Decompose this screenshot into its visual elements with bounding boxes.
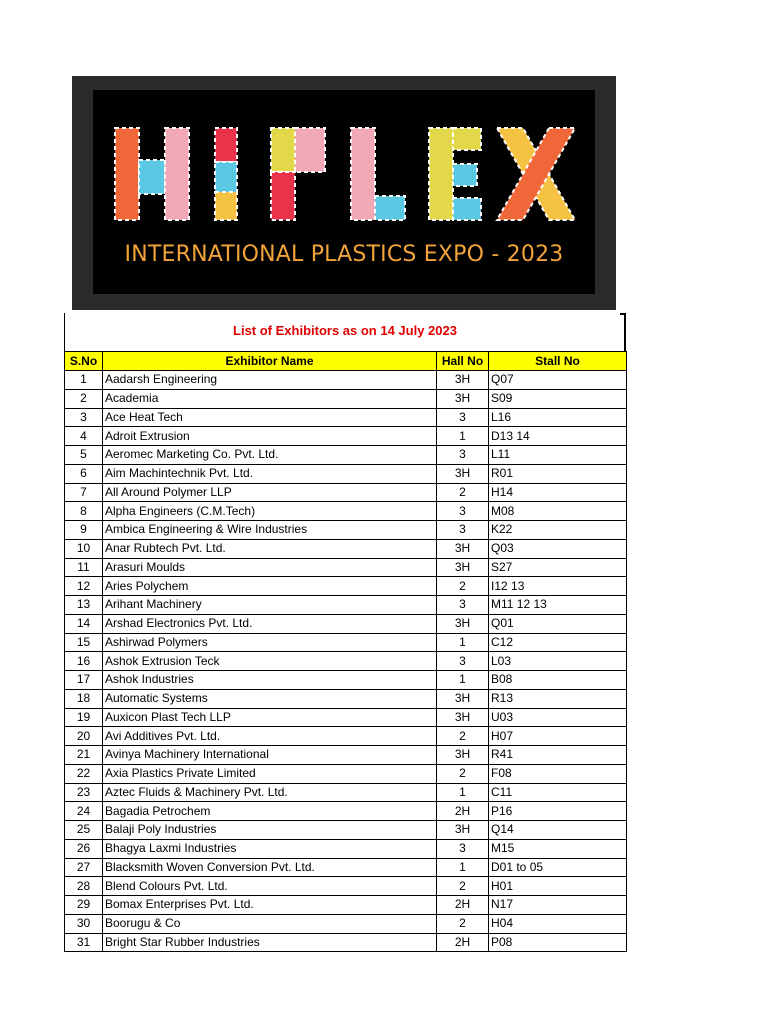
cell-exhibitor-name: Ashok Extrusion Teck	[103, 652, 437, 671]
table-row	[65, 521, 627, 540]
cell-stall-no: H01	[489, 877, 627, 896]
exhibitor-table	[64, 351, 627, 952]
cell-sno: 7	[65, 483, 103, 502]
cell-hall-no: 2	[437, 914, 489, 933]
cell-stall-no: L11	[489, 446, 627, 465]
table-row	[65, 502, 627, 521]
cell-stall-no: C12	[489, 633, 627, 652]
cell-exhibitor-name: Balaji Poly Industries	[103, 821, 437, 840]
cell-sno: 29	[65, 896, 103, 915]
cell-exhibitor-name: Aztec Fluids & Machinery Pvt. Ltd.	[103, 783, 437, 802]
cell-stall-no: M11 12 13	[489, 596, 627, 615]
cell-hall-no: 3H	[437, 821, 489, 840]
cell-hall-no: 3H	[437, 558, 489, 577]
cell-hall-no: 3	[437, 446, 489, 465]
cell-hall-no: 3H	[437, 746, 489, 765]
cell-stall-no: I12 13	[489, 577, 627, 596]
cell-hall-no: 2H	[437, 933, 489, 952]
cell-stall-no: U03	[489, 708, 627, 727]
cell-exhibitor-name: Avi Additives Pvt. Ltd.	[103, 727, 437, 746]
cell-hall-no: 3	[437, 839, 489, 858]
cell-sno: 22	[65, 764, 103, 783]
cell-exhibitor-name: Bagadia Petrochem	[103, 802, 437, 821]
table-row	[65, 464, 627, 483]
cell-hall-no: 1	[437, 783, 489, 802]
table-row	[65, 633, 627, 652]
cell-stall-no: S09	[489, 389, 627, 408]
cell-exhibitor-name: Adroit Extrusion	[103, 427, 437, 446]
cell-hall-no: 3H	[437, 539, 489, 558]
cell-exhibitor-name: Boorugu & Co	[103, 914, 437, 933]
cell-stall-no: L16	[489, 408, 627, 427]
cell-hall-no: 2H	[437, 896, 489, 915]
cell-stall-no: M08	[489, 502, 627, 521]
cell-stall-no: R41	[489, 746, 627, 765]
cell-sno: 4	[65, 427, 103, 446]
table-row	[65, 389, 627, 408]
table-row	[65, 446, 627, 465]
cell-exhibitor-name: Aries Polychem	[103, 577, 437, 596]
table-row	[65, 427, 627, 446]
table-row	[65, 802, 627, 821]
header-stall-no: Stall No	[489, 352, 627, 371]
cell-stall-no: K22	[489, 521, 627, 540]
cell-stall-no: F08	[489, 764, 627, 783]
cell-hall-no: 2	[437, 483, 489, 502]
cell-hall-no: 3	[437, 596, 489, 615]
cell-hall-no: 3H	[437, 708, 489, 727]
cell-stall-no: D13 14	[489, 427, 627, 446]
cell-sno: 30	[65, 914, 103, 933]
cell-sno: 5	[65, 446, 103, 465]
cell-sno: 8	[65, 502, 103, 521]
cell-exhibitor-name: Automatic Systems	[103, 689, 437, 708]
cell-sno: 13	[65, 596, 103, 615]
cell-sno: 27	[65, 858, 103, 877]
cell-stall-no: R13	[489, 689, 627, 708]
table-row	[65, 914, 627, 933]
cell-sno: 23	[65, 783, 103, 802]
cell-exhibitor-name: Anar Rubtech Pvt. Ltd.	[103, 539, 437, 558]
cell-exhibitor-name: All Around Polymer LLP	[103, 483, 437, 502]
cell-sno: 28	[65, 877, 103, 896]
cell-hall-no: 3	[437, 502, 489, 521]
cell-exhibitor-name: Axia Plastics Private Limited	[103, 764, 437, 783]
list-title-area	[64, 313, 626, 351]
cell-sno: 2	[65, 389, 103, 408]
cell-stall-no: D01 to 05	[489, 858, 627, 877]
cell-hall-no: 3	[437, 521, 489, 540]
table-row	[65, 577, 627, 596]
cell-hall-no: 2	[437, 877, 489, 896]
cell-sno: 10	[65, 539, 103, 558]
cell-sno: 25	[65, 821, 103, 840]
cell-hall-no: 3H	[437, 464, 489, 483]
cell-sno: 11	[65, 558, 103, 577]
cell-sno: 6	[65, 464, 103, 483]
cell-exhibitor-name: Auxicon Plast Tech LLP	[103, 708, 437, 727]
cell-sno: 1	[65, 371, 103, 390]
cell-exhibitor-name: Arshad Electronics Pvt. Ltd.	[103, 614, 437, 633]
cell-exhibitor-name: Bright Star Rubber Industries	[103, 933, 437, 952]
cell-hall-no: 2	[437, 577, 489, 596]
cell-stall-no: N17	[489, 896, 627, 915]
cell-stall-no: Q07	[489, 371, 627, 390]
cell-exhibitor-name: Ashok Industries	[103, 671, 437, 690]
list-title: List of Exhibitors as on 14 July 2023	[233, 323, 457, 338]
cell-stall-no: C11	[489, 783, 627, 802]
cell-sno: 3	[65, 408, 103, 427]
cell-exhibitor-name: Aim Machintechnik Pvt. Ltd.	[103, 464, 437, 483]
cell-stall-no: M15	[489, 839, 627, 858]
table-row	[65, 821, 627, 840]
cell-stall-no: H04	[489, 914, 627, 933]
cell-sno: 21	[65, 746, 103, 765]
cell-exhibitor-name: Aadarsh Engineering	[103, 371, 437, 390]
cell-hall-no: 1	[437, 633, 489, 652]
cell-exhibitor-name: Arasuri Moulds	[103, 558, 437, 577]
cell-exhibitor-name: Arihant Machinery	[103, 596, 437, 615]
cell-stall-no: S27	[489, 558, 627, 577]
cell-sno: 16	[65, 652, 103, 671]
table-row	[65, 839, 627, 858]
cell-stall-no: L03	[489, 652, 627, 671]
cell-hall-no: 2H	[437, 802, 489, 821]
cell-sno: 24	[65, 802, 103, 821]
cell-stall-no: H14	[489, 483, 627, 502]
cell-sno: 17	[65, 671, 103, 690]
table-row	[65, 408, 627, 427]
cell-hall-no: 3H	[437, 389, 489, 408]
cell-exhibitor-name: Ace Heat Tech	[103, 408, 437, 427]
table-row	[65, 783, 627, 802]
cell-sno: 12	[65, 577, 103, 596]
table-header-row	[65, 352, 627, 371]
cell-exhibitor-name: Blend Colours Pvt. Ltd.	[103, 877, 437, 896]
cell-sno: 14	[65, 614, 103, 633]
table-row	[65, 671, 627, 690]
cell-sno: 20	[65, 727, 103, 746]
cell-sno: 18	[65, 689, 103, 708]
cell-stall-no: R01	[489, 464, 627, 483]
table-row	[65, 764, 627, 783]
table-row	[65, 539, 627, 558]
table-row	[65, 933, 627, 952]
table-row	[65, 708, 627, 727]
table-row	[65, 614, 627, 633]
table-row	[65, 746, 627, 765]
table-row	[65, 558, 627, 577]
cell-exhibitor-name: Ashirwad Polymers	[103, 633, 437, 652]
table-row	[65, 858, 627, 877]
header-sno: S.No	[65, 352, 103, 371]
cell-exhibitor-name: Alpha Engineers (C.M.Tech)	[103, 502, 437, 521]
header-hall-no: Hall No	[437, 352, 489, 371]
cell-hall-no: 3	[437, 408, 489, 427]
cell-stall-no: Q01	[489, 614, 627, 633]
cell-hall-no: 1	[437, 671, 489, 690]
table-row	[65, 652, 627, 671]
header-exhibitor-name: Exhibitor Name	[103, 352, 437, 371]
cell-sno: 31	[65, 933, 103, 952]
expo-tagline: INTERNATIONAL PLASTICS EXPO - 2023	[124, 242, 564, 267]
cell-stall-no: B08	[489, 671, 627, 690]
cell-stall-no: P16	[489, 802, 627, 821]
cell-sno: 9	[65, 521, 103, 540]
cell-stall-no: Q14	[489, 821, 627, 840]
cell-hall-no: 1	[437, 427, 489, 446]
banner-panel	[93, 90, 595, 294]
table-row	[65, 689, 627, 708]
cell-hall-no: 3H	[437, 689, 489, 708]
cell-sno: 26	[65, 839, 103, 858]
cell-sno: 19	[65, 708, 103, 727]
cell-exhibitor-name: Avinya Machinery International	[103, 746, 437, 765]
cell-sno: 15	[65, 633, 103, 652]
hiplex-logo	[93, 90, 595, 230]
cell-stall-no: Q03	[489, 539, 627, 558]
cell-exhibitor-name: Ambica Engineering & Wire Industries	[103, 521, 437, 540]
table-row	[65, 877, 627, 896]
cell-exhibitor-name: Bhagya Laxmi Industries	[103, 839, 437, 858]
cell-exhibitor-name: Aeromec Marketing Co. Pvt. Ltd.	[103, 446, 437, 465]
table-row	[65, 596, 627, 615]
cell-hall-no: 3H	[437, 371, 489, 390]
cell-hall-no: 3	[437, 652, 489, 671]
cell-exhibitor-name: Bomax Enterprises Pvt. Ltd.	[103, 896, 437, 915]
cell-stall-no: H07	[489, 727, 627, 746]
table-row	[65, 371, 627, 390]
cell-hall-no: 3H	[437, 614, 489, 633]
table-row	[65, 896, 627, 915]
cell-stall-no: P08	[489, 933, 627, 952]
expo-banner	[72, 76, 616, 310]
cell-exhibitor-name: Academia	[103, 389, 437, 408]
cell-hall-no: 2	[437, 764, 489, 783]
cell-hall-no: 2	[437, 727, 489, 746]
table-row	[65, 483, 627, 502]
cell-exhibitor-name: Blacksmith Woven Conversion Pvt. Ltd.	[103, 858, 437, 877]
table-row	[65, 727, 627, 746]
cell-hall-no: 1	[437, 858, 489, 877]
